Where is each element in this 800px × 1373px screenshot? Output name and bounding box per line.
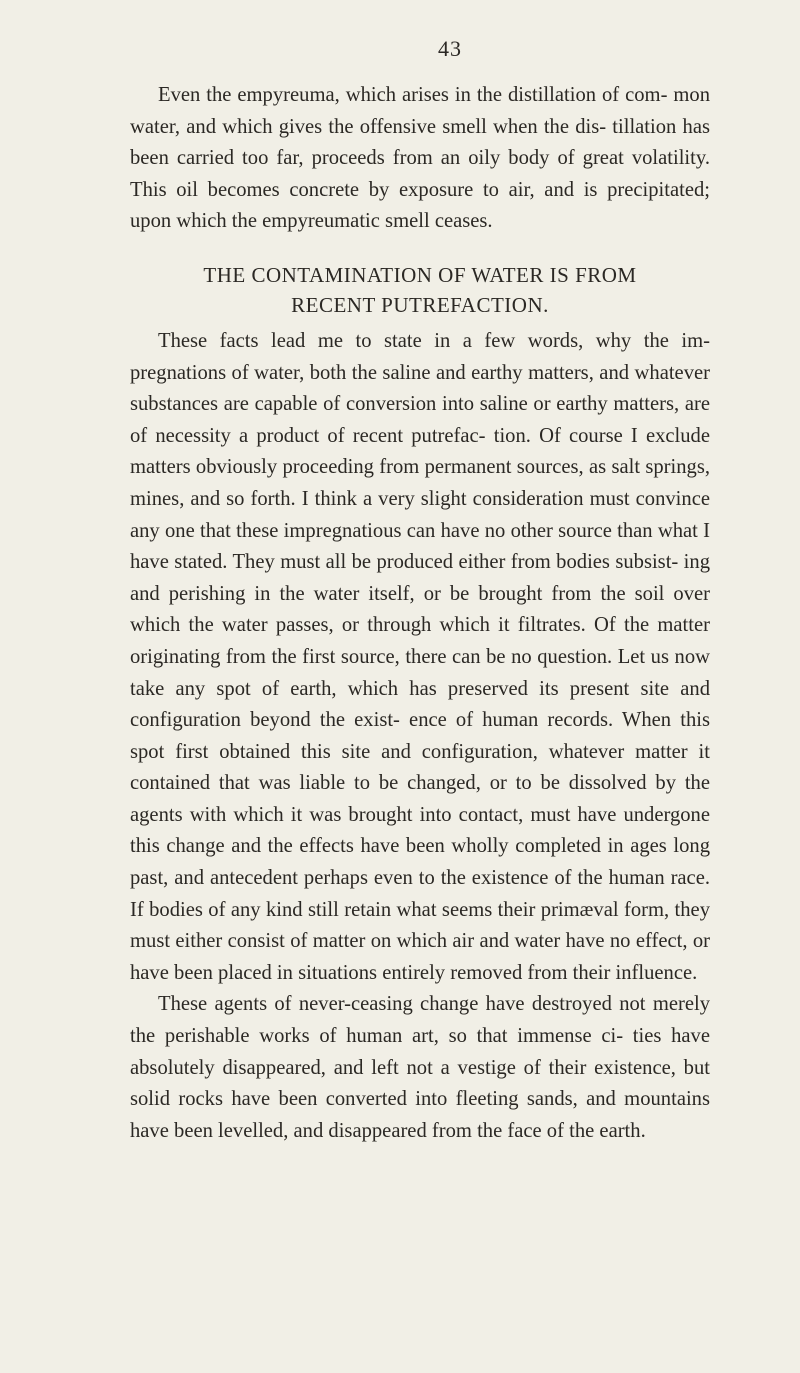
section-heading xyxy=(130,260,710,320)
section-heading-line-1: THE CONTAMINATION OF WATER IS FROM xyxy=(203,262,637,287)
section-heading-line-2: RECENT PUTREFACTION. xyxy=(291,292,549,317)
paragraph-empyreuma: Even the empyreuma, which arises in the distillation of com- mon water, and which gives the offensive smell when the dis- tillation has been carried too far, proceeds from an oily body of great volatility. This oil becomes concrete by exposure to air, and is precipitated; upon which the empyreumatic smell ceases. xyxy=(130,84,710,233)
paragraph-impregnations: These facts lead me to state in a few words, why the im- pregnations of water, both the saline and earthy matters, and whatever substances are capable of conversion into saline or earthy matters, are of necessity a product of recent putrefac- tion. Of course I exclude matters obviously proceeding from permanent sources, as salt springs, mines, and so forth. I think a very slight consideration must convince any one that these impregnatious can have no other source than what I have stated. They must all be produced either from bodies subsist- ing and perishing in the water itself, or be brought from the soil over which the water passes, or through which it filtrates. Of the matter originating from the first source, there can be no question. Let us now take any spot of earth, which has preserved its present site and configuration beyond the exist- ence of human records. When this spot first obtained this site and configuration, whatever matter it contained that was liable to be changed, or to be dissolved by the agents with which it was brought into contact, must have undergone this change and the effects have been wholly completed in ages long past, and antecedent perhaps even to the existence of the human race. If bodies of any kind still retain what seems their primæval form, they must either consist of matter on which air and water have no effect, or have been placed in situations entirely removed from their influence. xyxy=(130,329,710,984)
paragraph-never-ceasing-change: These agents of never-ceasing change have destroyed not merely the perishable works of human art, so that immense ci- ties have absolutely disappeared, and left not a vestige of their existence, but solid rocks have been converted into fleeting sands, and mountains have been levelled, and disappeared from the face of the earth. xyxy=(130,993,710,1142)
page-number: 43 xyxy=(438,36,462,61)
